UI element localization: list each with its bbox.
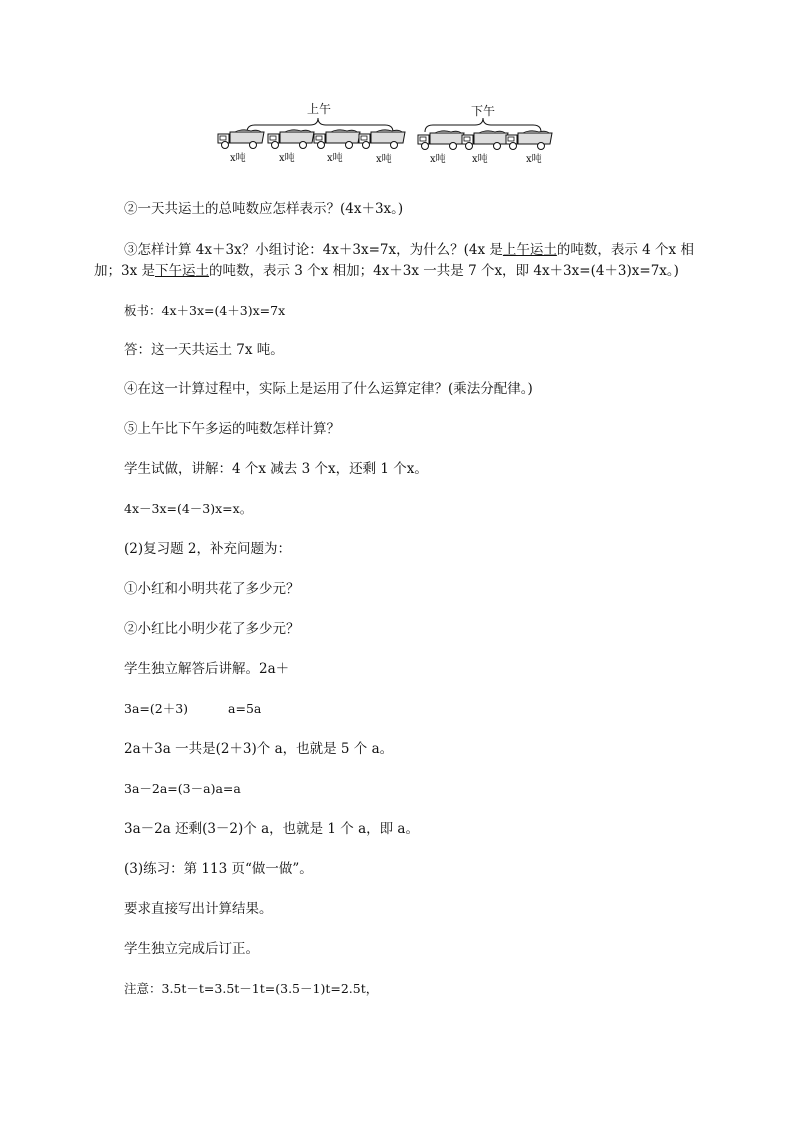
dump-truck-icon xyxy=(461,129,511,151)
truck-label: x吨 xyxy=(376,154,392,165)
paragraph: ①小红和小明共花了多少元？ xyxy=(124,581,300,597)
paragraph: 要求直接写出计算结果。 xyxy=(124,901,273,917)
dump-truck-icon xyxy=(267,128,317,150)
paragraph: ②一天共运土的总吨数应怎样表示？(4x＋3x。) xyxy=(124,201,404,217)
formula xyxy=(124,700,261,718)
text-run: 加；3x 是 xyxy=(94,263,155,279)
paragraph: ⑤上午比下午多运的吨数怎样计算？ xyxy=(124,421,340,437)
dump-truck-icon xyxy=(505,129,555,151)
formula-part: a=5a xyxy=(228,701,262,716)
dump-truck-icon xyxy=(417,129,467,151)
truck-label: x吨 xyxy=(327,153,343,164)
dump-truck-icon xyxy=(313,128,363,150)
text-run: 的吨数，表示 3 个x 相加；4x＋3x 一共是 7 个x，即 4x＋3x=(4＋3)x=7x。) xyxy=(209,263,679,279)
paragraph: 3a－2a 还剩(3－2)个 a，也就是 1 个 a，即 a。 xyxy=(124,821,419,837)
truck-label: x吨 xyxy=(430,154,446,165)
formula: 3a－2a=(3－a)a=a xyxy=(124,781,241,796)
text-run: ③怎样计算 4x＋3x？小组讨论：4x＋3x=7x，为什么？(4x 是 xyxy=(124,242,503,258)
paragraph: 学生试做，讲解：4 个x 减去 3 个x，还剩 1 个x。 xyxy=(124,461,428,477)
paragraph: 2a＋3a 一共是(2＋3)个 a，也就是 5 个 a。 xyxy=(124,741,394,757)
paragraph: ②小红比小明少花了多少元？ xyxy=(124,621,300,637)
text-run: 的吨数，表示 4 个x 相 xyxy=(556,242,694,258)
paragraph: 答：这一天共运土 7x 吨。 xyxy=(124,342,284,358)
dump-truck-icon xyxy=(217,128,267,150)
truck-label: x吨 xyxy=(230,153,246,164)
paragraph xyxy=(124,241,694,259)
morning-label: 上午 xyxy=(307,102,332,116)
truck-label: x吨 xyxy=(472,154,488,165)
underlined-text: 上午运土 xyxy=(502,242,557,258)
formula-part: 3a=(2＋3) xyxy=(124,701,189,716)
underlined-text: 下午运土 xyxy=(155,263,209,279)
paragraph: 学生独立解答后讲解。2a＋ xyxy=(124,661,290,677)
paragraph: 注意：3.5t－t=3.5t－1t=(3.5－1)t=2.5t， xyxy=(124,981,379,996)
board-note: 板书：4x＋3x=(4＋3)x=7x xyxy=(124,303,286,318)
paragraph: (3)练习：第 113 页“做一做”。 xyxy=(124,861,313,877)
truck-illustration xyxy=(215,96,555,172)
paragraph: ④在这一计算过程中，实际上是运用了什么运算定律？(乘法分配律。) xyxy=(124,381,533,397)
formula: 4x－3x=(4－3)x=x。 xyxy=(124,501,253,516)
truck-label: x吨 xyxy=(279,153,295,164)
paragraph: (2)复习题 2，补充问题为： xyxy=(124,541,292,557)
truck-label: x吨 xyxy=(526,154,542,165)
paragraph: 学生独立完成后订正。 xyxy=(124,941,259,957)
afternoon-label: 下午 xyxy=(471,104,496,118)
dump-truck-icon xyxy=(358,128,408,150)
paragraph xyxy=(94,262,679,280)
